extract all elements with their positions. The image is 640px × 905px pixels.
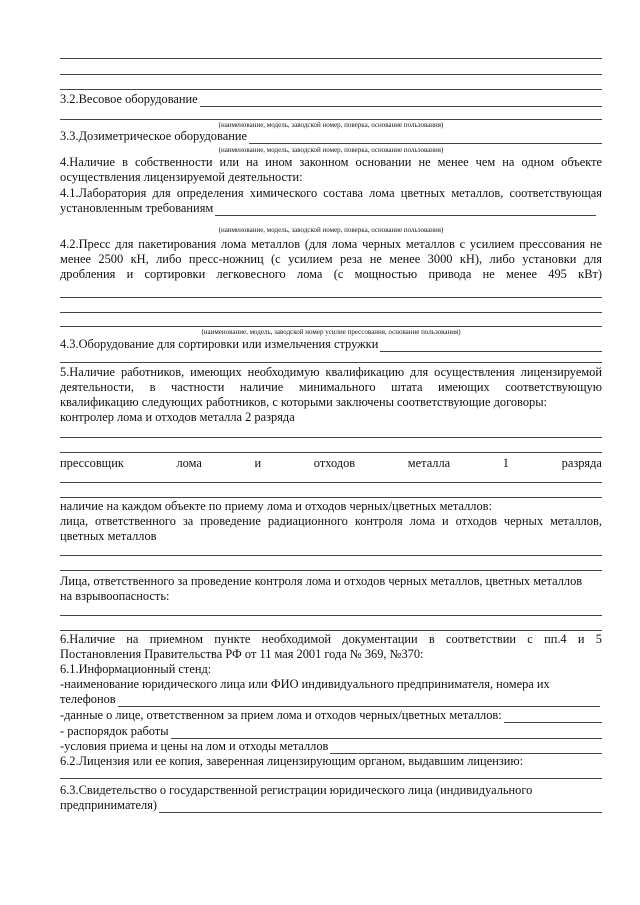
license-label: 6.2.Лицензия или ее копия, заверенная лицензирующим органом, выдавшим лицензию: bbox=[60, 754, 524, 768]
laboratory-label: установленным требованиям bbox=[60, 201, 214, 215]
press-caption: (наименование, модель, заводской номер усилие прессования, основание пользования) bbox=[201, 328, 461, 336]
section-4-line: осуществления лицензируемой деятельности: bbox=[60, 170, 303, 184]
presser-word: прессовщик bbox=[60, 456, 124, 470]
blank-line bbox=[60, 452, 602, 453]
dosimetric-equipment-row bbox=[60, 129, 602, 144]
blank-line bbox=[60, 778, 602, 779]
blank-line bbox=[60, 630, 602, 631]
blank-line bbox=[60, 89, 602, 90]
phones-row bbox=[60, 692, 602, 707]
registration-fill[interactable] bbox=[159, 801, 602, 813]
schedule-row bbox=[60, 724, 602, 739]
registration-line: 6.3.Свидетельство о государственной регистрации юридического лица (индивидуального bbox=[60, 783, 533, 797]
each-object-line: наличие на каждом объекте по приему лома и отходов черных/цветных металлов: bbox=[60, 499, 492, 513]
responsible-fill[interactable] bbox=[504, 711, 602, 723]
conditions-fill[interactable] bbox=[330, 742, 602, 754]
laboratory-line: 4.1.Лаборатория для определения химического состава лома цветных металлов, соответствующая bbox=[60, 186, 602, 200]
registration-row bbox=[60, 798, 602, 813]
presser-word: отходов bbox=[313, 456, 356, 470]
blank-line bbox=[60, 555, 602, 556]
responsible-label: -данные о лице, ответственном за прием лома и отходов черных/цветных металлов: bbox=[60, 708, 502, 722]
presser-word: металла bbox=[407, 456, 451, 470]
blank-line bbox=[60, 74, 602, 75]
dosimetric-equipment-label: 3.3.Дозиметрическое оборудование bbox=[60, 129, 247, 143]
section-5-line: контролер лома и отходов металла 2 разряда bbox=[60, 410, 295, 424]
press-line: 4.2.Пресс для пакетирования лома металлов (для лома черных металлов с усилием прессования не bbox=[60, 237, 602, 251]
sorting-equipment-label: 4.3.Оборудование для сортировки или измельчения стружки bbox=[60, 337, 379, 351]
blank-line bbox=[60, 312, 602, 313]
dosimetric-equipment-fill[interactable] bbox=[249, 132, 602, 144]
section-5-line: деятельности, в частности наличие минимального штата имеющих соответствующую bbox=[60, 380, 602, 394]
blank-line bbox=[60, 570, 602, 571]
conditions-row bbox=[60, 739, 602, 754]
blank-line bbox=[60, 615, 602, 616]
responsible-row bbox=[60, 708, 602, 723]
blank-line bbox=[60, 58, 602, 59]
weight-equipment-row bbox=[60, 92, 602, 107]
each-object-line: цветных металлов bbox=[60, 529, 157, 543]
blank-line bbox=[60, 482, 602, 483]
equipment-caption: (наименование, модель, заводской номер, поверка, основание пользования) bbox=[218, 146, 444, 154]
press-line: менее 2500 кН, либо пресс-ножниц (с усилием реза не менее 3000 кН), либо установки для bbox=[60, 252, 602, 266]
section-6-line: 6.Наличие на приемном пункте необходимой документации в соответствии с пп.4 и 5 bbox=[60, 632, 602, 646]
section-5-line: квалификацию следующих работников, с которыми заключены соответствующие договоры: bbox=[60, 395, 547, 409]
blank-line bbox=[60, 326, 602, 327]
blank-line bbox=[60, 362, 602, 363]
section-5-line: 5.Наличие работников, имеющих необходимую квалификацию для осуществления лицензируемой bbox=[60, 365, 602, 379]
each-object-line: лица, ответственного за проведение радиационного контроля лома и отходов черных металлов, bbox=[60, 514, 602, 528]
blank-line bbox=[60, 437, 602, 438]
section-4-line: 4.Наличие в собственности или на ином законном основании не менее чем на одном объекте bbox=[60, 155, 602, 169]
blank-line bbox=[60, 297, 602, 298]
info-stand-name: -наименование юридического лица или ФИО индивидуального предпринимателя, номера их bbox=[60, 677, 550, 691]
press-line: дробления и сортировки легковесного лома (с мощностью привода не менее 495 кВт) bbox=[60, 267, 602, 281]
blank-line bbox=[60, 119, 602, 120]
phones-fill[interactable] bbox=[118, 695, 600, 707]
presser-word: и bbox=[254, 456, 262, 470]
registration-label: предпринимателя) bbox=[60, 798, 158, 812]
conditions-label: -условия приема и цены на лом и отходы металлов bbox=[60, 739, 329, 753]
presser-word: 1 bbox=[502, 456, 509, 470]
weight-equipment-fill[interactable] bbox=[200, 95, 602, 107]
schedule-fill[interactable] bbox=[171, 727, 602, 739]
info-stand-title: 6.1.Информационный стенд: bbox=[60, 662, 212, 676]
presser-word: лома bbox=[176, 456, 202, 470]
section-6-line: Постановления Правительства РФ от 11 мая 2001 года № 369, №370: bbox=[60, 647, 424, 661]
weight-equipment-label: 3.2.Весовое оборудование bbox=[60, 92, 198, 106]
blank-line bbox=[60, 497, 602, 498]
phones-label: телефонов bbox=[60, 692, 116, 706]
explosion-line: Лица, ответственного за проведение контроля лома и отходов черных металлов, цветных металлов bbox=[60, 574, 583, 588]
schedule-label: - распорядок работы bbox=[60, 724, 169, 738]
laboratory-fill[interactable] bbox=[215, 204, 596, 216]
laboratory-row bbox=[60, 201, 602, 216]
sorting-equipment-row bbox=[60, 337, 602, 352]
presser-line bbox=[60, 456, 602, 471]
presser-word: разряда bbox=[561, 456, 602, 470]
equipment-caption: (наименование, модель, заводской номер, поверка, основание пользования) bbox=[218, 226, 444, 234]
explosion-line: на взрывоопасность: bbox=[60, 589, 170, 603]
sorting-equipment-fill[interactable] bbox=[380, 340, 602, 352]
equipment-caption: (наименование, модель, заводской номер, поверка, основание пользования) bbox=[218, 121, 444, 129]
